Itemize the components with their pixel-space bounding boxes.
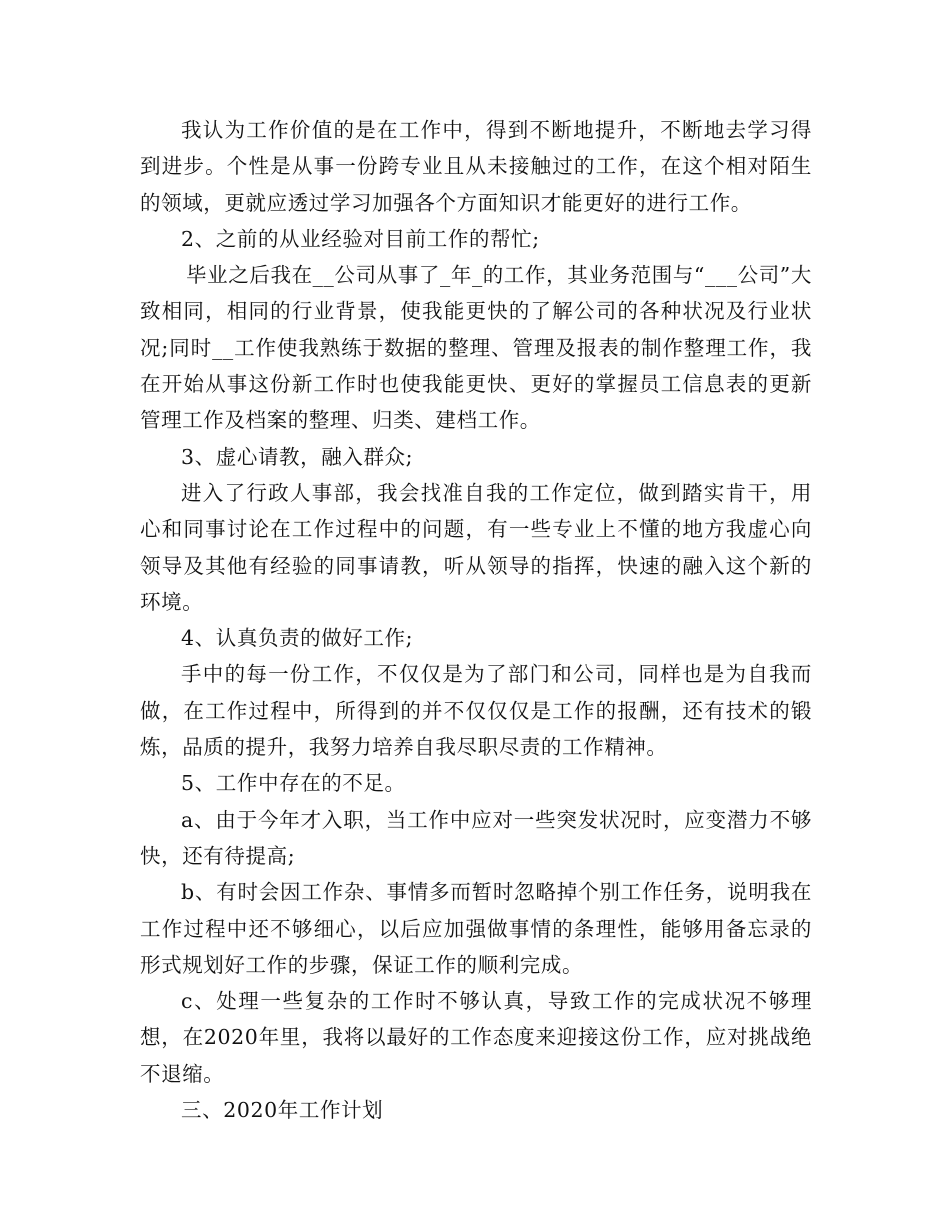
paragraph-shortcoming-c: c、处理一些复杂的工作时不够认真，导致工作的完成状况不够理想，在2020年里，我将以最好的工作态度来迎接这份工作，应对挑战绝不退缩。 (140, 989, 812, 1086)
paragraph-shortcoming-a: a、由于今年才入职，当工作中应对一些突发状况时，应变潜力不够快，还有待提高; (140, 807, 812, 868)
paragraph-prior-experience: 毕业之后我在__公司从事了_年_的工作，其业务范围与“___公司”大致相同，相同的行业背景，使我能更快的了解公司的各种状况及行业状况;同时__工作使我熟练于数据的整理、管理及报表的制作整理工作，我在开始从事这份新工作时也使我能更快、更好的掌握员工信息表的更新管理工作及档案的整理、归类、建档工作。 (140, 263, 812, 433)
paragraph-work-value: 我认为工作价值的是在工作中，得到不断地提升，不断地去学习得到进步。个性是从事一份跨专业且从未接触过的工作，在这个相对陌生的领域，更就应透过学习加强各个方面知识才能更好的进行工作。 (140, 118, 812, 215)
heading-responsible-work: 4、认真负责的做好工作; (181, 626, 414, 651)
document-body (140, 112, 812, 1128)
heading-shortcomings: 5、工作中存在的不足。 (181, 771, 406, 796)
paragraph-shortcoming-b: b、有时会因工作杂、事情多而暂时忽略掉个别工作任务，说明我在工作过程中还不够细心，以后应加强做事情的条理性，能够用备忘录的形式规划好工作的步骤，保证工作的顺利完成。 (140, 880, 812, 977)
heading-humble-learning: 3、虚心请教，融入群众; (181, 444, 414, 469)
heading-prior-experience: 2、之前的从业经验对目前工作的帮忙; (181, 226, 540, 251)
paragraph-responsible-work: 手中的每一份工作，不仅仅是为了部门和公司，同样也是为自我而做，在工作过程中，所得到的并不仅仅仅是工作的报酬，还有技术的锻炼，品质的提升，我努力培养自我尽职尽责的工作精神。 (140, 662, 812, 760)
heading-work-plan: 三、2020年工作计划 (181, 1098, 384, 1123)
paragraph-humble-learning: 进入了行政人事部，我会找准自我的工作定位，做到踏实肯干，用心和同事讨论在工作过程中的问题，有一些专业上不懂的地方我虚心向领导及其他有经验的同事请教，听从领导的指挥，快速的融入这个新的环境。 (140, 480, 812, 614)
